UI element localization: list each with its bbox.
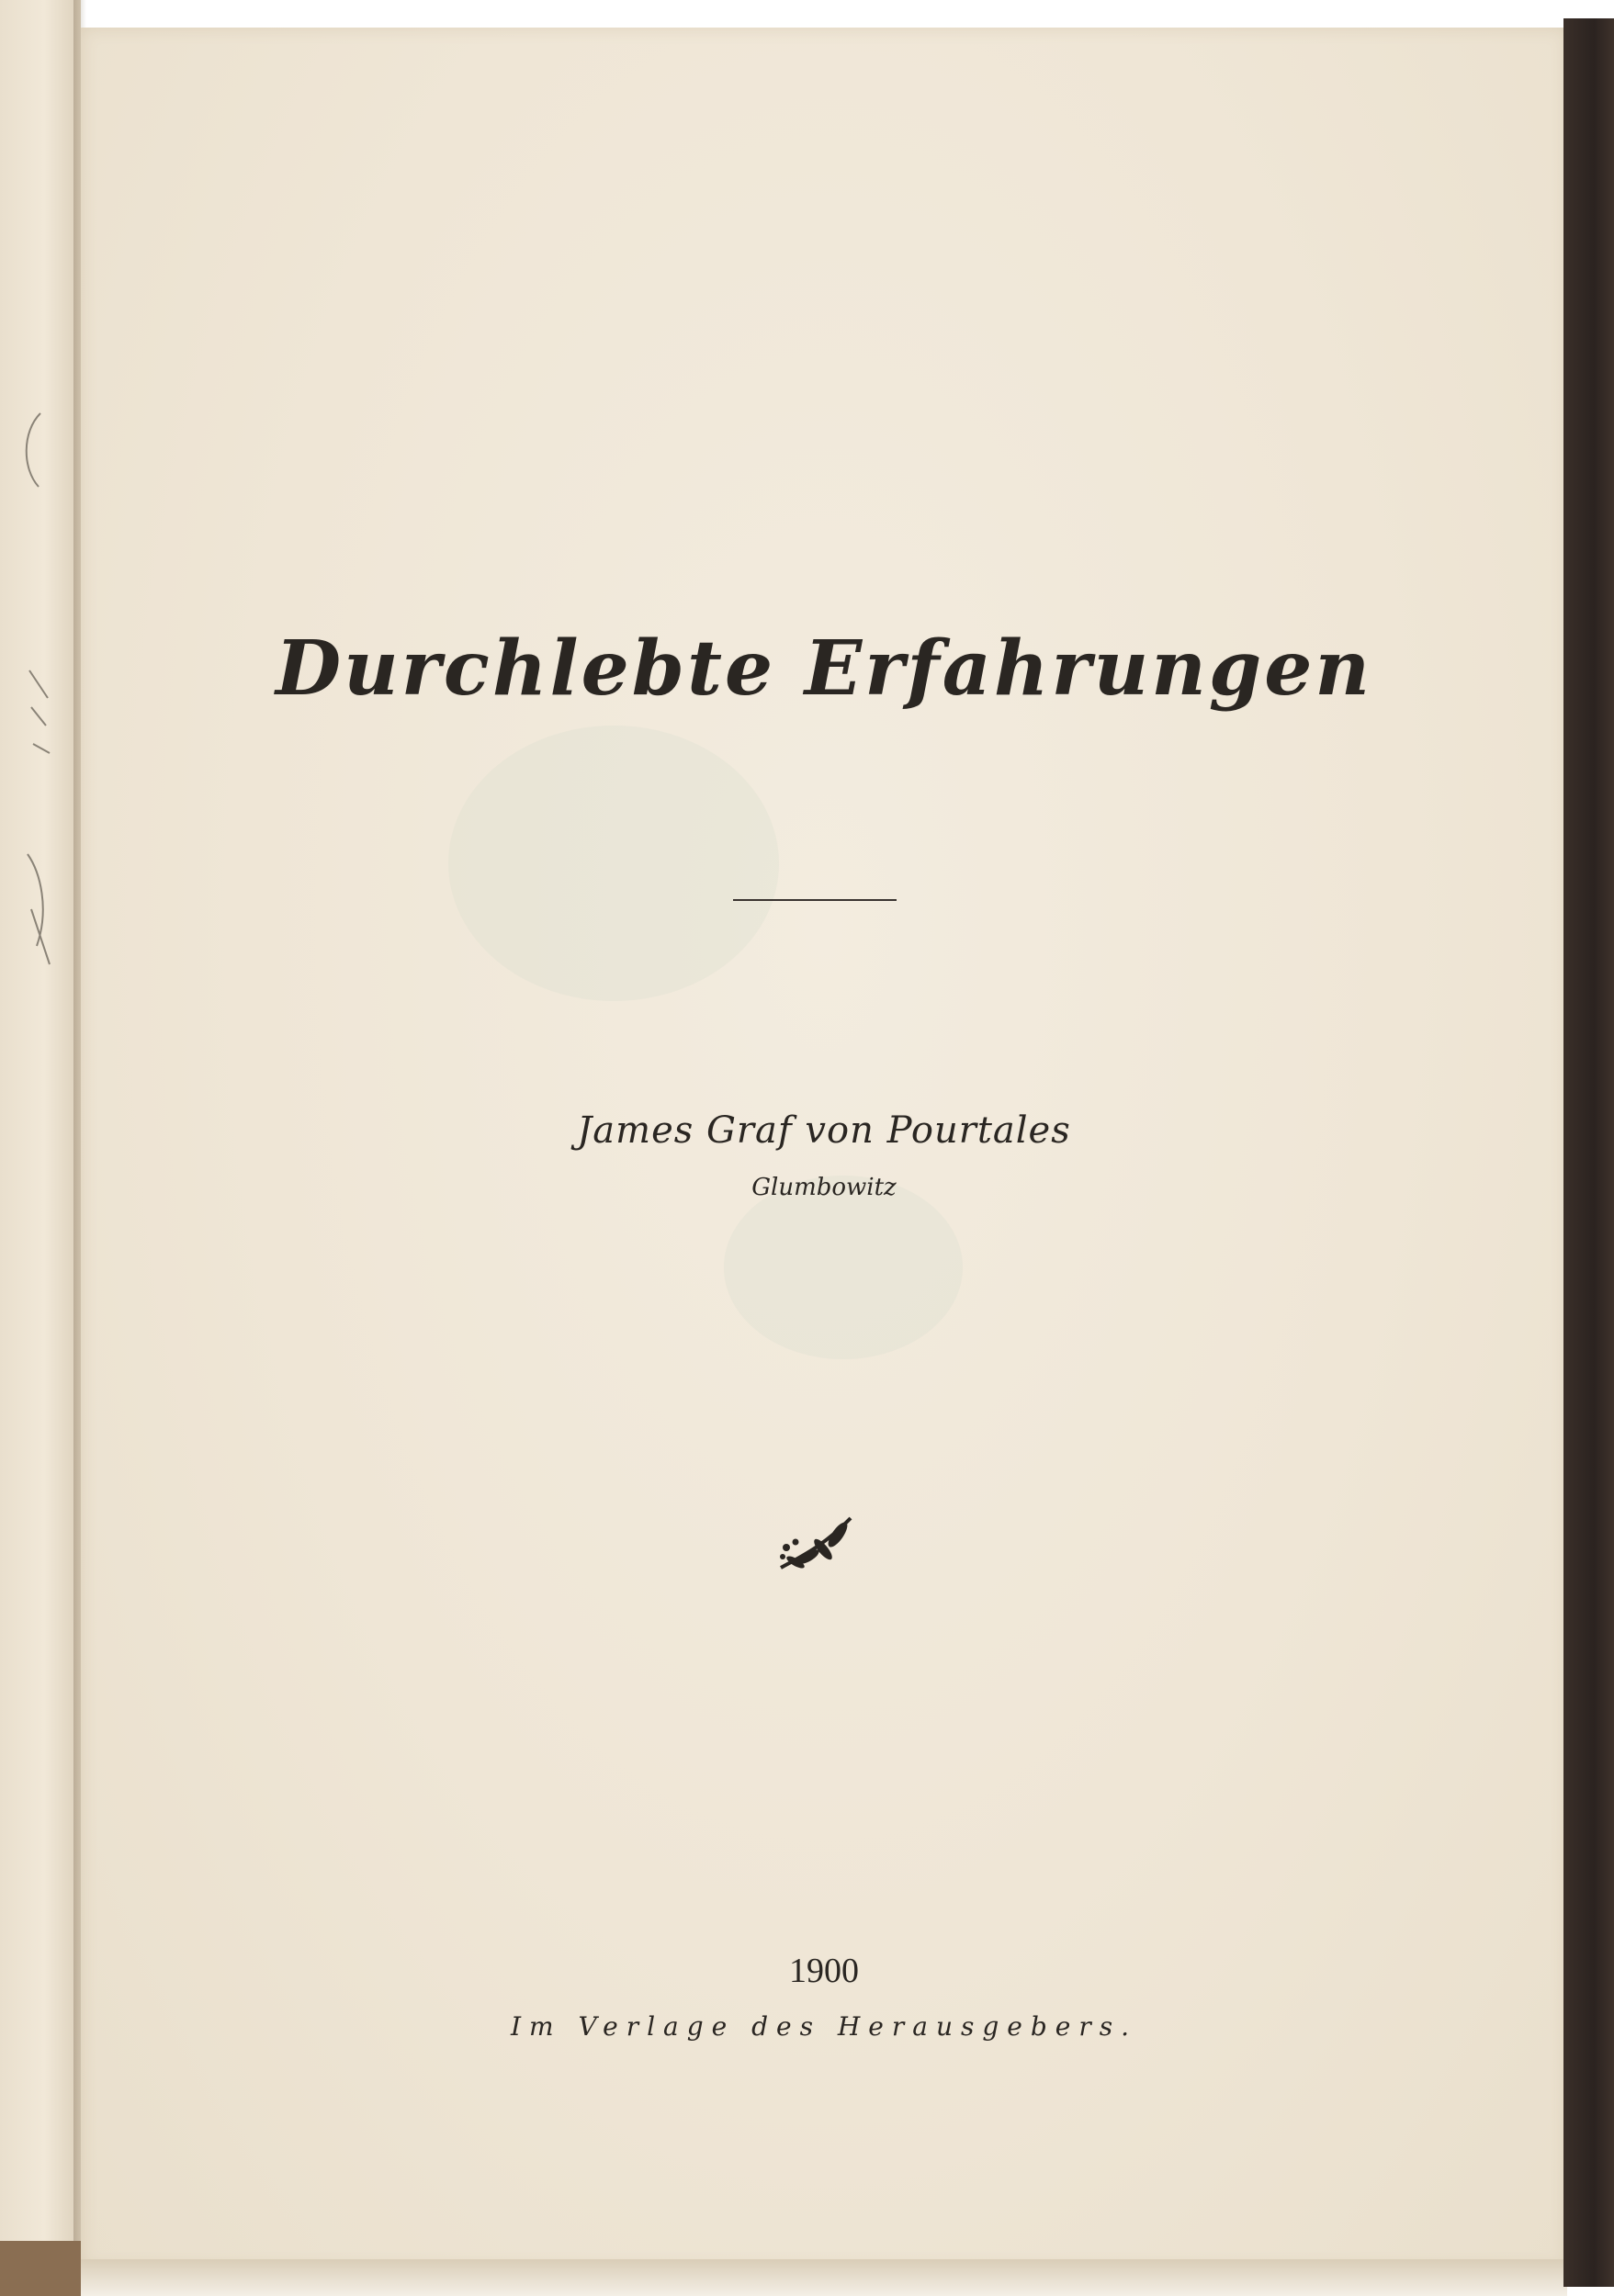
book-title: Durchlebte Erfahrungen (275, 625, 1373, 713)
author-place: Glumbowitz (751, 1174, 897, 1201)
publication-year: 1900 (789, 1952, 859, 1990)
pencil-marginalia (13, 395, 59, 983)
paper-stain (448, 726, 779, 1001)
left-cover-corner (0, 2241, 81, 2296)
publisher-line: Im Verlage des Herausgebers. (510, 2011, 1138, 2042)
title-divider (733, 899, 897, 901)
paper-stain (724, 1176, 963, 1359)
laurel-sprig-icon (773, 1511, 856, 1575)
page-bottom-edge (81, 2259, 1567, 2296)
left-facing-page (0, 0, 81, 2296)
author-name: James Graf von Pourtales (577, 1109, 1071, 1152)
background-strip (1563, 0, 1614, 20)
book-cover-board (1563, 18, 1614, 2287)
